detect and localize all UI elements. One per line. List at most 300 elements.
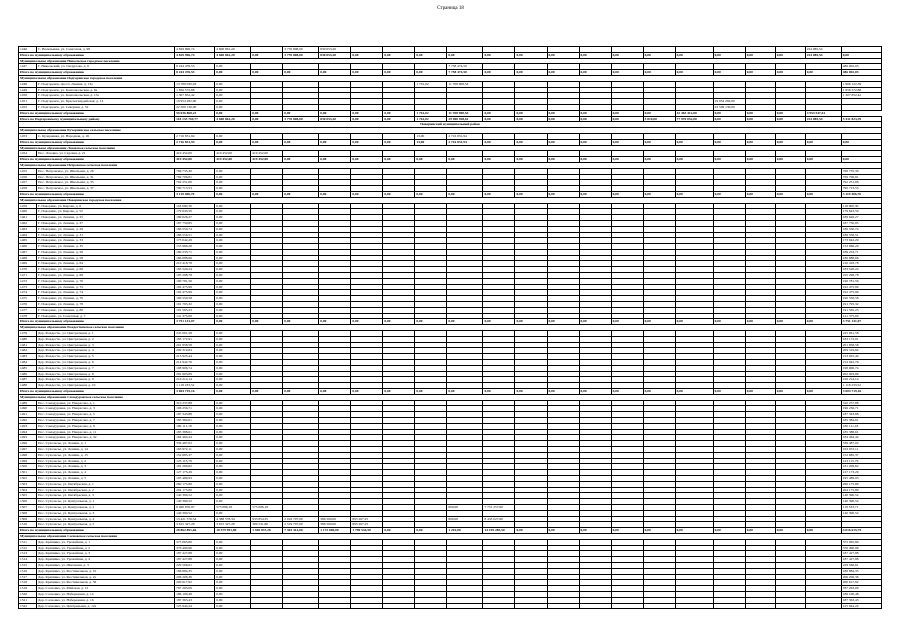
value-cell: 3 615 327,28 <box>215 522 251 528</box>
row-number: 1479 <box>19 331 37 337</box>
total-cell: 8 244 476,53 <box>175 70 215 76</box>
value-cell: 210 418,78 <box>175 261 215 267</box>
value-cell: 0,00 <box>215 423 251 429</box>
value-cell: 210 418,78 <box>841 261 881 267</box>
value-cell: 180 111,18 <box>175 423 215 429</box>
total-cell: 0,00 <box>611 319 643 325</box>
table-row <box>19 603 882 609</box>
total-cell: 3 770 808,00 <box>283 116 319 122</box>
total-cell: 0,00 <box>745 52 775 58</box>
row-number: 1449 <box>19 87 37 93</box>
total-cell: 0,00 <box>515 191 547 197</box>
total-cell: 42 463 412,00 <box>675 110 713 116</box>
total-cell: 0,00 <box>775 319 805 325</box>
value-cell: 118 000,30 <box>841 203 881 209</box>
value-cell: 575 086,18 <box>215 504 251 510</box>
total-cell: 0,00 <box>713 389 745 395</box>
total-cell: 0,00 <box>805 70 841 76</box>
address-cell: Дер. Крапивка, ул. Урожайная, д. 4 <box>37 557 175 563</box>
total-cell: 0,00 <box>351 116 383 122</box>
value-cell: 192 475,99 <box>175 284 215 290</box>
value-cell <box>251 603 283 609</box>
row-number: 1517 <box>19 574 37 580</box>
row-number: 1518 <box>19 580 37 586</box>
value-cell: 163 972,11 <box>841 446 881 452</box>
value-cell: 224 085,54 <box>805 47 841 53</box>
address-cell: Пос. Самодуровка, ул. Некрасова, д. 9 <box>37 423 175 429</box>
value-cell: 0,00 <box>215 244 251 250</box>
total-cell: 0,00 <box>775 110 805 116</box>
address-cell: Пос. Сухолесье, ул. Ленина, д. 4 <box>37 470 175 476</box>
total-label: Итого по муниципальному образованию <box>19 52 175 58</box>
total-cell: 0,00 <box>215 110 251 116</box>
address-cell: Пос. Сухолесье, ул. Центральная, д. 3 <box>37 510 175 516</box>
total-cell: 0,00 <box>675 70 713 76</box>
value-cell: 0,00 <box>215 284 251 290</box>
row-number: 1452 <box>19 104 37 110</box>
value-cell <box>745 603 775 609</box>
total-cell: 0,00 <box>383 110 415 116</box>
total-cell: 0,00 <box>775 139 805 145</box>
total-cell: 0,00 <box>643 319 675 325</box>
value-cell: 186 884,35 <box>175 568 215 574</box>
row-number: 1446 <box>19 47 37 53</box>
total-cell: 0,00 <box>251 52 283 58</box>
address-cell: Дер. Рождеств., ул. Центральная, д. 5 <box>37 354 175 360</box>
section-title: Муниципальное образование Никольское городское поселение <box>19 58 882 64</box>
total-cell: 0,00 <box>775 389 805 395</box>
total-cell: 0,00 <box>415 191 447 197</box>
value-cell: 187 343,88 <box>175 412 215 418</box>
total-cell: 0,00 <box>415 389 447 395</box>
value-cell: 0,00 <box>215 377 251 383</box>
value-cell: 7 758 474,50 <box>447 64 483 70</box>
row-number: 1503 <box>19 481 37 487</box>
value-cell: 187 750,85 <box>841 220 881 226</box>
address-cell: Дер. Рождеств., ул. Центральная, д. 8 <box>37 371 175 377</box>
row-number: 1521 <box>19 597 37 603</box>
value-cell: 13,00 <box>415 133 447 139</box>
value-cell: 375 065,80 <box>841 539 881 545</box>
value-cell: 769 706,81 <box>175 174 215 180</box>
value-cell: 1 966 122,39 <box>841 81 881 87</box>
value-cell: 214 942,76 <box>175 360 215 366</box>
section-title: Муниципальное образование Петровское сельское поселение <box>19 162 882 168</box>
row-number: 1505 <box>19 493 37 499</box>
total-cell: 0,00 <box>547 116 579 122</box>
total-cell: 0,00 <box>215 70 251 76</box>
address-cell: Дер. Крапивка, ул. Фестивальная, д. 36 <box>37 580 175 586</box>
address-cell: Дер. Крапивка, ул. Фестивальная, д. 10 <box>37 568 175 574</box>
total-cell: 0,00 <box>611 70 643 76</box>
value-cell: 0,00 <box>215 360 251 366</box>
row-number: 1461 <box>19 215 37 221</box>
total-cell: 0,00 <box>319 110 351 116</box>
total-cell: 0,00 <box>713 528 745 534</box>
address-cell: Г. Поворино, ул. Ленина, д. 33 <box>37 238 175 244</box>
total-cell: 0,00 <box>515 70 547 76</box>
value-cell: 419 452,00 <box>251 151 283 157</box>
value-cell: 173 042,29 <box>175 238 215 244</box>
total-cell: 0,00 <box>251 191 283 197</box>
total-cell: 0,00 <box>283 191 319 197</box>
total-cell: 0,00 <box>215 191 251 197</box>
total-cell: 0,00 <box>841 139 881 145</box>
address-cell: Пос. Самодуровка, ул. Некрасова, д. 7 <box>37 418 175 424</box>
value-cell: 792 251,06 <box>175 180 215 186</box>
value-cell: 214 942,76 <box>841 360 881 366</box>
total-cell: 0,00 <box>713 157 745 163</box>
value-cell: 1 656 572,88 <box>841 87 881 93</box>
total-cell: 0,00 <box>713 52 745 58</box>
address-cell: Дер. Сосновка, ул. Центральная, д. 12а <box>37 603 175 609</box>
address-cell: Пос. Сухолесье, ул. Октябрьская, д. 3 <box>37 493 175 499</box>
value-cell: 1 656 572,88 <box>175 87 215 93</box>
value-cell: 0,00 <box>215 255 251 261</box>
value-cell: 766 735,30 <box>841 168 881 174</box>
value-cell: 189 233,71 <box>841 249 881 255</box>
total-cell: 0,00 <box>515 528 547 534</box>
value-cell: 152 685,37 <box>841 452 881 458</box>
total-cell: 0,00 <box>515 319 547 325</box>
value-cell: 769 706,81 <box>841 174 881 180</box>
total-cell: 0,00 <box>675 528 713 534</box>
total-cell: 0,00 <box>383 139 415 145</box>
value-cell: 125 944,24 <box>841 603 881 609</box>
value-cell: 375 065,80 <box>175 539 215 545</box>
address-cell: Г. Поворино, ул. Ленина, д. 76 <box>37 296 175 302</box>
total-cell: 0,00 <box>745 319 775 325</box>
address-cell: Пос. Самодуровка, ул. Некрасова, д. 1 <box>37 400 175 406</box>
value-cell: 195 298,78 <box>175 273 215 279</box>
value-cell <box>515 603 547 609</box>
value-cell: 186 688,66 <box>175 255 215 261</box>
value-cell: 933 854,35 <box>251 516 283 522</box>
value-cell <box>775 603 805 609</box>
total-cell: 0,00 <box>643 157 675 163</box>
total-cell: 0,00 <box>643 191 675 197</box>
row-number: 1468 <box>19 255 37 261</box>
total-cell: 0,00 <box>713 116 745 122</box>
row-number: 1484 <box>19 360 37 366</box>
address-cell: Дер. Сосновка, ул. Набережная, д. 16 <box>37 597 175 603</box>
row-number: 1513 <box>19 551 37 557</box>
value-cell: 0,00 <box>215 331 251 337</box>
total-cell: 0,00 <box>447 52 483 58</box>
value-cell: 123 115,79 <box>175 458 215 464</box>
address-cell: С. Кучеряевка, ул. Народная, д. 16 <box>37 133 175 139</box>
value-cell: 787 263,09 <box>841 586 881 592</box>
total-cell: 0,00 <box>841 157 881 163</box>
value-cell: 190 550,58 <box>175 296 215 302</box>
value-cell: 1 307 852,42 <box>841 93 881 99</box>
value-cell: 0,00 <box>215 464 251 470</box>
address-cell: Дер. Рождеств., ул. Центральная, д. 2 <box>37 336 175 342</box>
value-cell: 123 115,79 <box>841 458 881 464</box>
total-cell: 830 053,20 <box>319 52 351 58</box>
value-cell: 185 384,61 <box>841 418 881 424</box>
value-cell: 830 053,20 <box>319 47 351 53</box>
value-cell: 0,00 <box>215 302 251 308</box>
value-cell: 486 002,03 <box>841 64 881 70</box>
value-cell: 800,00 <box>447 516 483 522</box>
total-cell: 0,00 <box>319 70 351 76</box>
total-cell: 0,00 <box>351 389 383 395</box>
section-title: Муниципальное образование Кучеряевское сельское поселение <box>19 128 882 134</box>
value-cell: 895 267,25 <box>351 516 383 522</box>
row-number: 1471 <box>19 273 37 279</box>
total-cell: 0,00 <box>643 52 675 58</box>
value-cell: 191 795,32 <box>841 302 881 308</box>
value-cell: 0,00 <box>215 441 251 447</box>
value-cell: 0,00 <box>215 435 251 441</box>
value-cell <box>319 603 351 609</box>
address-cell: Г. Поворино, ул. Ленина, д. 72 <box>37 284 175 290</box>
value-cell: 7 751 257,60 <box>483 504 515 510</box>
total-cell: 0,00 <box>351 319 383 325</box>
total-cell: 0,00 <box>251 139 283 145</box>
total-cell: 0,00 <box>805 139 841 145</box>
value-cell: 0,00 <box>215 580 251 586</box>
value-cell: 0,00 <box>215 591 251 597</box>
total-cell: 59 036 868,23 <box>175 110 215 116</box>
value-cell: 0,00 <box>215 470 251 476</box>
address-cell: Пос. Петровское, ул. Школьная, д. 35 <box>37 180 175 186</box>
address-cell: Г. Подгоренск, ул. Северная, д. 52 <box>37 104 175 110</box>
total-cell: 0,00 <box>579 52 611 58</box>
value-cell: 204 175,80 <box>175 487 215 493</box>
value-cell: 183 172,91 <box>841 336 881 342</box>
value-cell: 0,00 <box>215 603 251 609</box>
value-cell: 0,00 <box>215 493 251 499</box>
total-cell: 1 761,02 <box>415 116 447 122</box>
value-cell: 187 363,43 <box>841 597 881 603</box>
value-cell: 0,00 <box>215 133 251 139</box>
total-cell: 0,00 <box>483 389 515 395</box>
row-number: 1486 <box>19 371 37 377</box>
total-cell: 0,00 <box>611 528 643 534</box>
value-cell: 183 520,24 <box>175 267 215 273</box>
total-cell: 0,00 <box>251 319 283 325</box>
row-number: 1511 <box>19 539 37 545</box>
value-cell: 0,00 <box>215 267 251 273</box>
value-cell: 0,00 <box>215 273 251 279</box>
row-number: 1481 <box>19 342 37 348</box>
row-number: 1489 <box>19 400 37 406</box>
value-cell <box>611 603 643 609</box>
row-number: 1497 <box>19 446 37 452</box>
value-cell: 216 214,14 <box>175 377 215 383</box>
value-cell: 1 307 852,42 <box>175 93 215 99</box>
value-cell: 386 500,00 <box>319 516 351 522</box>
value-cell: 216 214,14 <box>841 377 881 383</box>
total-cell: 830 053,20 <box>319 116 351 122</box>
value-cell: 0,00 <box>215 586 251 592</box>
value-cell: 140 390,52 <box>841 499 881 505</box>
total-cell: 0,00 <box>515 116 547 122</box>
row-number: 1460 <box>19 209 37 215</box>
total-cell: 0,00 <box>579 389 611 395</box>
value-cell: 0,00 <box>215 499 251 505</box>
value-cell: 184 464,44 <box>175 435 215 441</box>
total-cell: 0,00 <box>547 389 579 395</box>
value-cell: 2 716 831,94 <box>447 133 483 139</box>
register-table <box>18 46 882 609</box>
value-cell: 339 487,02 <box>175 441 215 447</box>
value-cell: 209 319,84 <box>841 348 881 354</box>
value-cell: 0,00 <box>215 174 251 180</box>
row-number: 1501 <box>19 470 37 476</box>
value-cell: 0,00 <box>215 186 251 192</box>
total-cell: 4 600 861,20 <box>215 52 251 58</box>
value-cell: 185 384,61 <box>175 418 215 424</box>
address-cell: Пос. Сухолесье, ул. Октябрьская, д. 1 <box>37 481 175 487</box>
total-cell: 3 004 719,16 <box>841 389 881 395</box>
total-label: Итого по муниципальному образованию <box>19 157 175 163</box>
total-cell: 0,00 <box>675 157 713 163</box>
total-cell: 0,00 <box>383 528 415 534</box>
register-sheet <box>18 46 882 609</box>
row-number: 1516 <box>19 568 37 574</box>
total-cell: 4 016 615,75 <box>841 528 881 534</box>
value-cell: 2 519 707,00 <box>283 522 319 528</box>
total-cell: 5 810,00 <box>643 116 675 122</box>
total-cell: 419 452,00 <box>251 157 283 163</box>
value-cell: 0,00 <box>215 87 251 93</box>
total-cell: 0,00 <box>675 389 713 395</box>
value-cell: 153 966,20 <box>841 244 881 250</box>
value-cell: 8 490 876,87 <box>175 504 215 510</box>
value-cell: 0,00 <box>215 336 251 342</box>
row-number: 1464 <box>19 232 37 238</box>
value-cell: 766 735,30 <box>175 168 215 174</box>
value-cell: 4 388 578,34 <box>215 516 251 522</box>
address-cell: Дер. Крапивка, ул. Фестивальная, д. 2а <box>37 574 175 580</box>
address-cell: Дер. Рождеств., ул. Центральная, д. 1 <box>37 331 175 337</box>
value-cell: 140 390,52 <box>175 499 215 505</box>
value-cell: 0,00 <box>215 220 251 226</box>
total-cell: 0,00 <box>579 528 611 534</box>
value-cell: 173 042,29 <box>841 238 881 244</box>
value-cell <box>675 603 713 609</box>
total-cell: 0,00 <box>283 157 319 163</box>
value-cell <box>483 603 515 609</box>
total-cell: 1 940 037,28 <box>251 528 283 534</box>
total-cell: 0,00 <box>611 116 643 122</box>
value-cell: 118 000,30 <box>175 203 215 209</box>
address-cell: Пос. Сухолесье, ул. Центральная, д. 1 <box>37 499 175 505</box>
value-cell: 0,00 <box>215 551 251 557</box>
address-cell: Пос. Сухолесье, ул. Октябрьская, д. 2 <box>37 487 175 493</box>
total-cell: 0,00 <box>579 116 611 122</box>
total-cell: 0,00 <box>713 110 745 116</box>
row-number: 1508 <box>19 510 37 516</box>
value-cell: 310 237,88 <box>175 400 215 406</box>
address-cell: Пос. Сухолесье, ул. Центральная, д. 2 <box>37 504 175 510</box>
total-cell: 1 201,00 <box>447 528 483 534</box>
total-cell: 77 970 052,00 <box>675 116 713 122</box>
total-cell: 0,00 <box>319 389 351 395</box>
total-cell: 0,00 <box>675 139 713 145</box>
address-cell: Г. Поворино, ул. Ленина, д. 31 <box>37 232 175 238</box>
value-cell <box>643 603 675 609</box>
value-cell: 0,00 <box>215 446 251 452</box>
total-cell: 0,00 <box>483 157 515 163</box>
value-cell: 260 175,80 <box>841 481 881 487</box>
row-number: 1514 <box>19 557 37 563</box>
total-cell: 0,00 <box>383 70 415 76</box>
total-cell: 0,00 <box>841 52 881 58</box>
row-number: 1453 <box>19 133 37 139</box>
value-cell: 186 550,74 <box>175 226 215 232</box>
total-cell: 0,00 <box>745 110 775 116</box>
value-cell: 0,00 <box>215 487 251 493</box>
value-cell: 187 343,88 <box>841 412 881 418</box>
total-cell: 0,00 <box>579 70 611 76</box>
value-cell: 179 643,50 <box>841 209 881 215</box>
value-cell: 13 789 030,93 <box>175 81 215 87</box>
total-cell: 7 303 414,00 <box>283 528 319 534</box>
total-cell: 3 770 808,00 <box>283 52 319 58</box>
value-cell: 206 206,36 <box>841 574 881 580</box>
value-cell: 19 954 282,00 <box>713 99 745 105</box>
total-cell: 0,00 <box>805 389 841 395</box>
total-cell: 0,00 <box>283 70 319 76</box>
value-cell: 187 750,85 <box>175 220 215 226</box>
value-cell <box>579 603 611 609</box>
total-cell: 0,00 <box>319 139 351 145</box>
total-cell: 0,00 <box>745 191 775 197</box>
value-cell: 575 086,18 <box>251 504 283 510</box>
value-cell: 119 533,71 <box>841 504 881 510</box>
row-number: 1455 <box>19 168 37 174</box>
value-cell: 185 388,61 <box>841 429 881 435</box>
total-cell: 0,00 <box>775 70 805 76</box>
row-number: 1478 <box>19 313 37 319</box>
address-cell: Дер. Сосновка, ул. Майская, д. 12 <box>37 586 175 592</box>
total-cell: 0,00 <box>251 389 283 395</box>
value-cell: 0,00 <box>215 429 251 435</box>
value-cell: 0,00 <box>215 307 251 313</box>
value-cell: 309 531,80 <box>251 522 283 528</box>
row-number: 1474 <box>19 290 37 296</box>
address-cell: Г. Поворино, ул. Ленина, д. 68 <box>37 273 175 279</box>
row-number: 1477 <box>19 307 37 313</box>
row-number: 1450 <box>19 93 37 99</box>
total-cell: 0,00 <box>775 157 805 163</box>
row-number: 1480 <box>19 336 37 342</box>
total-cell: 0,00 <box>483 52 515 58</box>
row-number: 1496 <box>19 441 37 447</box>
total-cell: 0,00 <box>805 319 841 325</box>
total-cell: 0,00 <box>351 110 383 116</box>
total-cell: 3 751 141,07 <box>175 319 215 325</box>
row-number: 1519 <box>19 586 37 592</box>
total-cell: 0,00 <box>215 389 251 395</box>
row-number: 1465 <box>19 238 37 244</box>
address-cell: Пос. Петровское, ул. Школьная, д. 26 <box>37 168 175 174</box>
total-label: Итого по муниципальному образованию <box>19 389 175 395</box>
total-cell: 0,00 <box>713 191 745 197</box>
total-cell: 0,00 <box>675 319 713 325</box>
value-cell: 0,00 <box>215 597 251 603</box>
value-cell: 0,00 <box>215 290 251 296</box>
value-cell: 153 966,20 <box>175 244 215 250</box>
value-cell: 0,00 <box>215 104 251 110</box>
address-cell: Пос. Сухолесье, ул. Ленина, д. 2 <box>37 458 175 464</box>
value-cell: 127 173,29 <box>841 470 881 476</box>
value-cell: 202 903,89 <box>175 371 215 377</box>
